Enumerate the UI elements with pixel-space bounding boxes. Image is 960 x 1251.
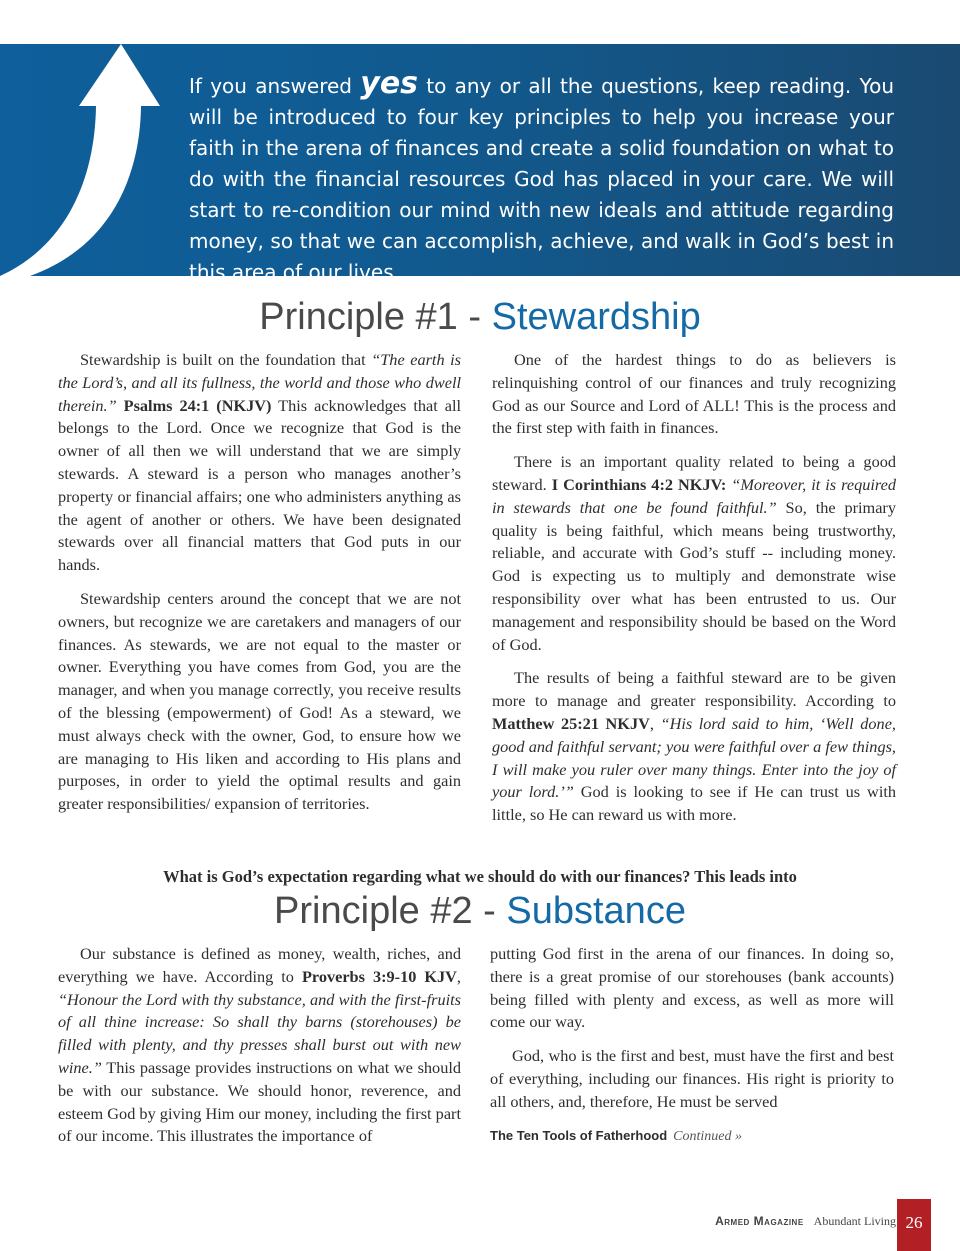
principle2-title: Principle #2 - Substance xyxy=(274,890,686,932)
continued-arrow-link[interactable]: Continued » xyxy=(673,1128,743,1144)
paragraph: putting God first in the arena of our finances. In doing so, there is a great promise of our storehouses (bank accounts) being filled with plenty and excess, as well as more will come our way. xyxy=(490,944,894,1032)
magazine-name: Armed Magazine xyxy=(715,1214,804,1228)
upward-arrow-icon xyxy=(0,44,170,276)
principle2-left-column xyxy=(58,943,461,1159)
principle1-title: Principle #1 - Stewardship xyxy=(259,296,701,338)
continued-link[interactable] xyxy=(490,1125,894,1149)
section-name: Abundant Living xyxy=(813,1214,896,1228)
principle2-right-column xyxy=(490,943,894,1148)
yes-emphasis: yes xyxy=(360,66,419,101)
page-footer xyxy=(715,1214,896,1229)
continued-label: The Ten Tools of Fatherhood xyxy=(490,1127,668,1143)
paragraph: Our substance is defined as money, wealth, riches, and everything we have. According to Proverbs 3:9-10 KJV, “Honour the Lord with thy substance, and with the first-fruits of all thine increase: So shall thy barns (storehouses) be filled with plenty, and thy presses shall burst out with new wine.” This passage provides instructions on what we should be with our substance. We should honor, reverence, and esteem God by giving Him our money, including the first part of our income. This illustrates the importance of xyxy=(58,944,461,1146)
paragraph: The results of being a faithful steward are to be given more to manage and greater responsibility. According to Matthew 25:21 NKJV, “His lord said to him, ‘Well done, good and faithful servant; you were faithful over a few things, I will make you ruler over many things. Enter into the joy of your lord.’” God is looking to see if He can trust us with little, so He can reward us with more. xyxy=(492,668,897,825)
intro-text: If you answered yes to any or all the questions, keep reading. You will be introduced to four key principles to help you increase your faith in the arena of finances and create a solid foundation on what to do with the financial resources God has placed in your care. We will start to re-condition our mind with new ideals and attitude regarding money, so that we can accomplish, achieve, and walk in God’s best in this area of our lives. xyxy=(189,66,894,284)
principle1-right-column xyxy=(492,349,896,838)
principle1-left-column xyxy=(58,349,461,827)
bridge-text: What is God’s expectation regarding what we should do with our finances? This leads into xyxy=(163,867,797,886)
page-number: 26 xyxy=(897,1199,931,1251)
paragraph: There is an important quality related to being a good steward. I Corinthians 4:2 NKJV: “Moreover, it is required in stewards that one be found faithful.” So, the primary quality is being faithful, which means being trustworthy, reliable, and accurate with God’s stuff -- including money. God is expecting us to multiply and demonstrate wise responsibility over what has been entrusted to us. Our management and responsibility should be based on the Word of God. xyxy=(492,452,896,654)
intro-banner xyxy=(0,44,960,284)
paragraph: One of the hardest things to do as believers is relinquishing control of our finances and truly recognizing God as our Source and Lord of ALL! This is the process and the first step with faith in finances. xyxy=(492,350,896,438)
paragraph: God, who is the first and best, must have the first and best of everything, including our finances. His right is priority to all others, and, therefore, He must be served xyxy=(490,1046,894,1111)
paragraph: Stewardship centers around the concept that we are not owners, but recognize we are caretakers and managers of our finances. As stewards, we are not equal to the master or owner. Everything you have comes from God, you are the manager, and when you manage correctly, you receive results of the blessing (empowerment) of God! As a steward, we must always check with the owner, God, to ensure how we are managing to His liken and according to His plans and purposes, in order to yield the optimal results and gain greater responsibilities/ expansion of territories. xyxy=(58,588,461,814)
paragraph: Stewardship is built on the foundation that “The earth is the Lord’s, and all its fullness, the world and those who dwell therein.” Psalms 24:1 (NKJV) This acknowledges that all belongs to the Lord. Once we recognize that God is the owner of all then we will understand that we are simply stewards. A steward is a person who manages another’s property or financial affairs; one who administers anything as the agent of another or others. We have been designated stewards over all financial matters that God puts in our hands. xyxy=(58,350,461,575)
